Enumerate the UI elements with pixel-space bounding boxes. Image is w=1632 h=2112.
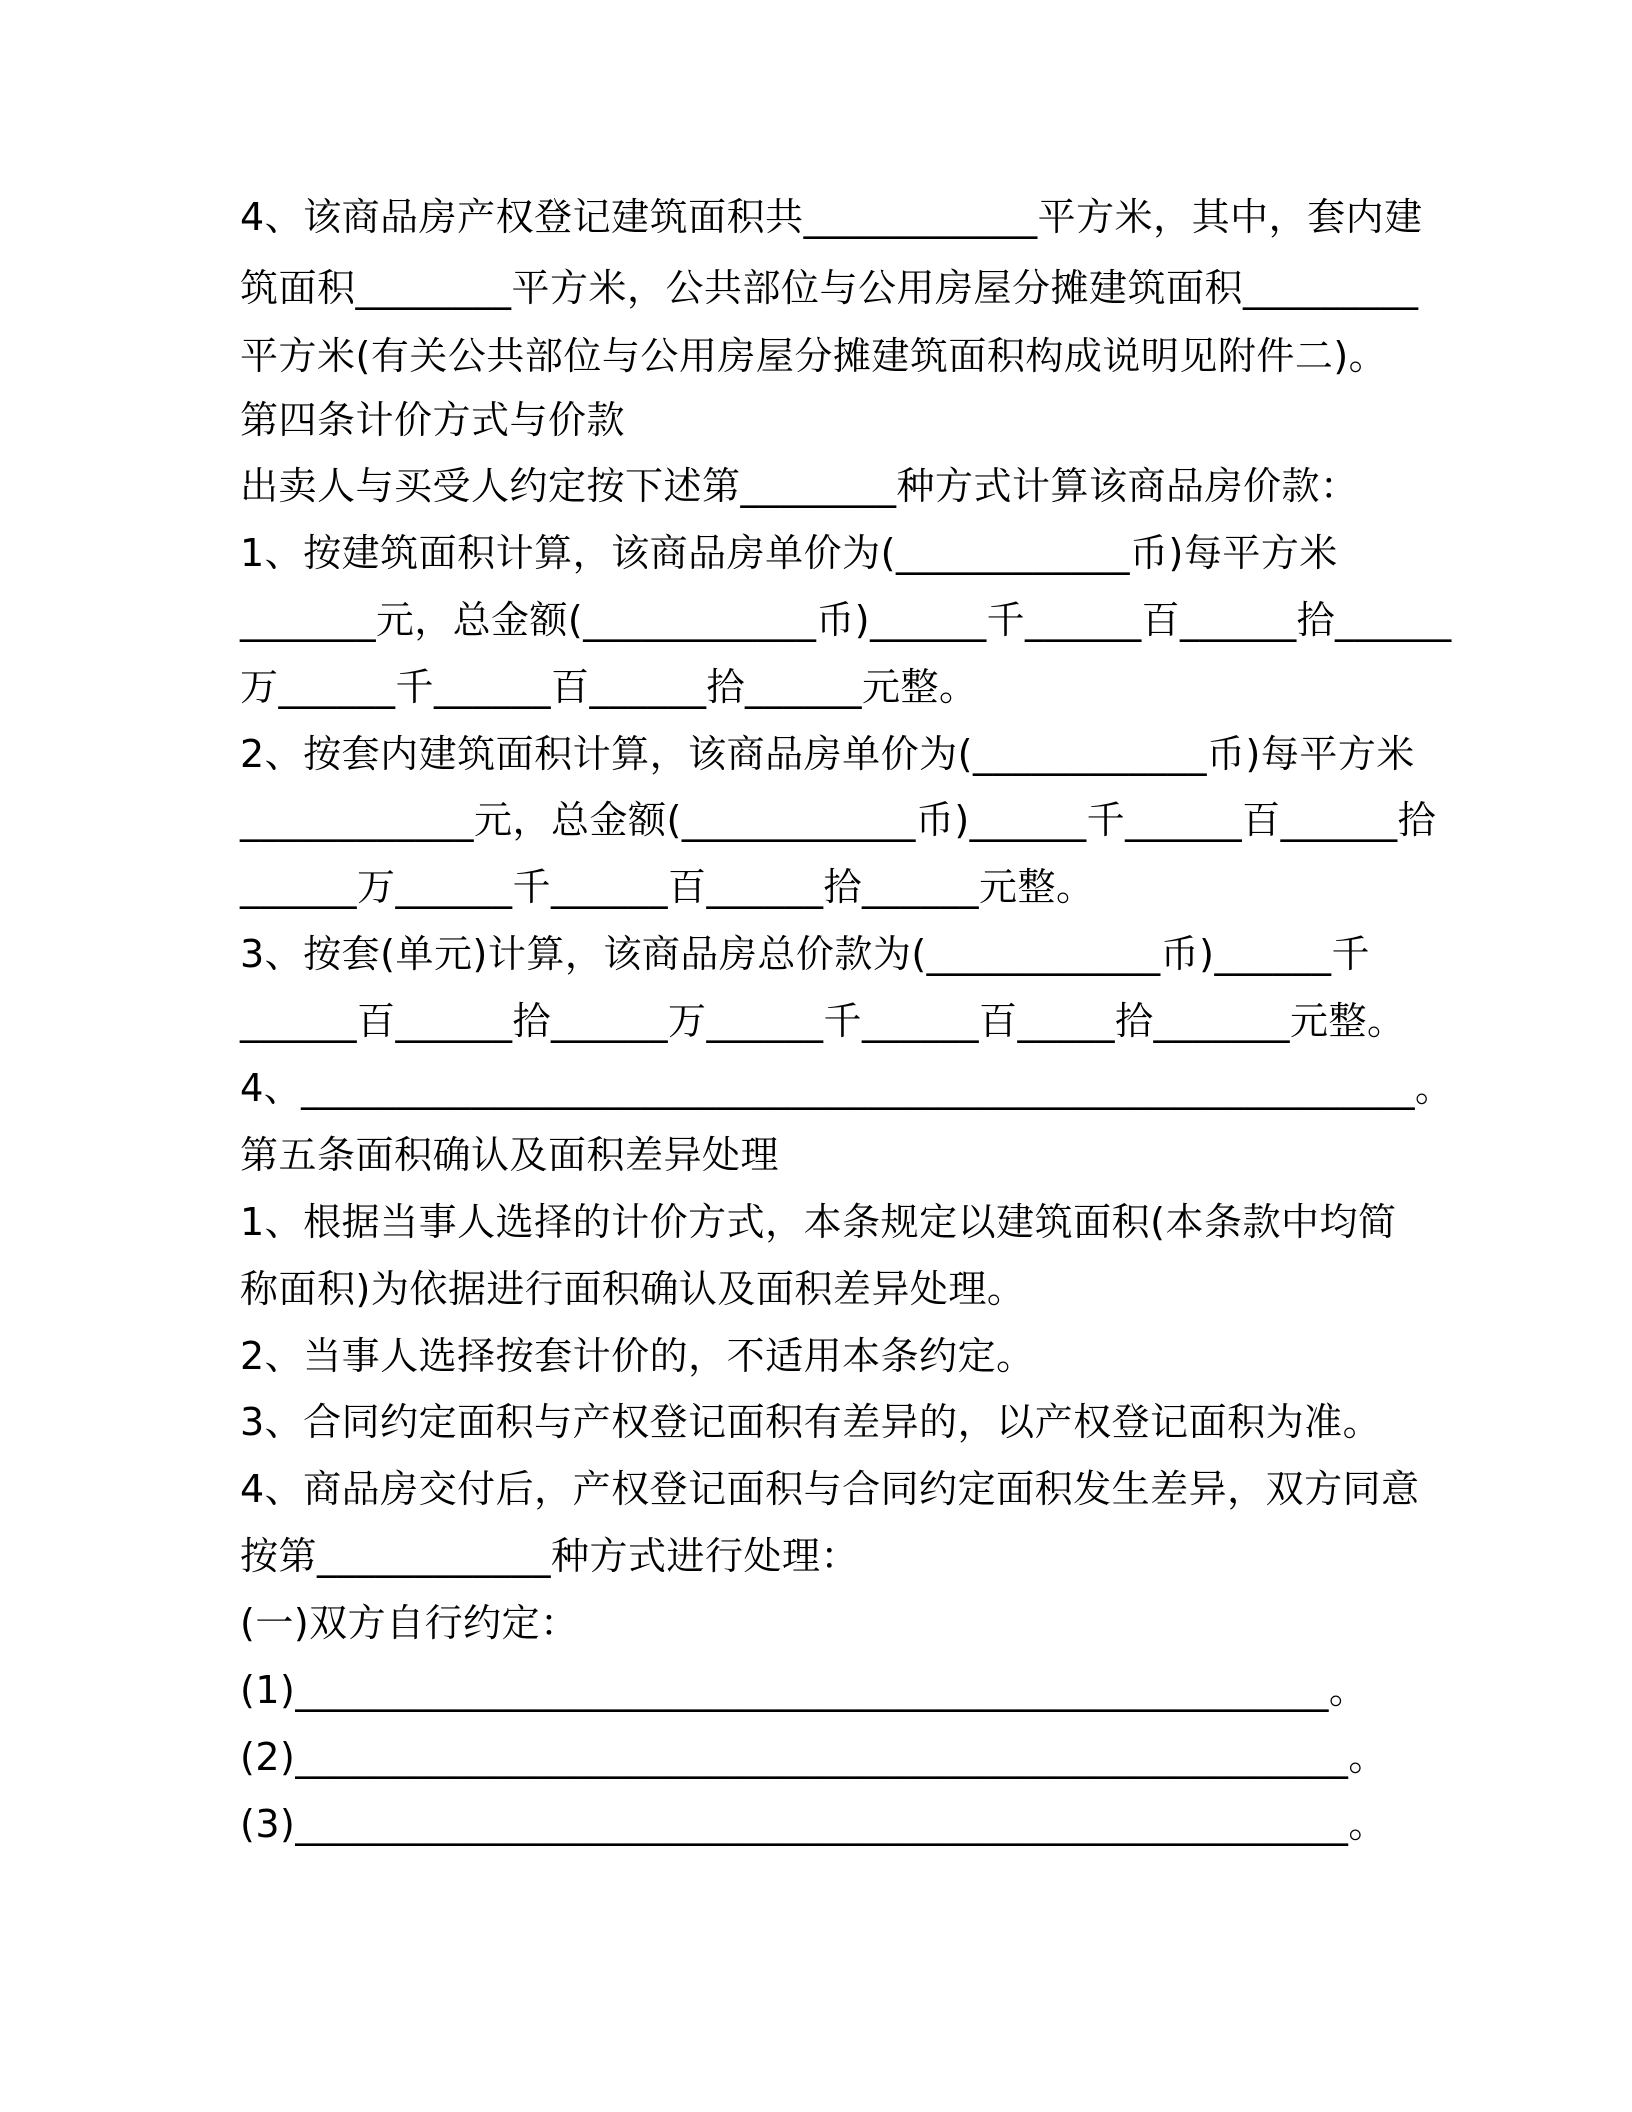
option-1-blank-3: (3)______________________________________________________。 [240, 1802, 1387, 1846]
article-4-item-4: 4、___________________________________________________________。 [240, 1066, 1453, 1110]
option-1-blank-2: (2)______________________________________________________。 [240, 1735, 1387, 1779]
article-5-item-2: 2、当事人选择按套计价的，不适用本条约定。 [240, 1334, 1035, 1378]
article-5-item-3: 3、合同约定面积与产权登记面积有差异的，以产权登记面积为准。 [240, 1400, 1382, 1444]
clause-3-item-4-line-1: 4、该商品房产权登记建筑面积共____________平方米，其中，套内建 [240, 195, 1423, 239]
article-4-item-2-line-2: ____________元，总金额(____________币)______千______百______拾 [240, 798, 1437, 842]
section-heading-article-4: 第四条计价方式与价款 [240, 398, 626, 442]
option-1-heading: (一)双方自行约定： [240, 1601, 579, 1645]
article-5-item-1-line-1: 1、根据当事人选择的计价方式，本条规定以建筑面积(本条款中均简 [240, 1200, 1397, 1244]
article-4-item-2-line-1: 2、按套内建筑面积计算，该商品房单价为(____________币)每平方米 [240, 732, 1415, 776]
article-4-item-2-line-3: ______万______千______百______拾______元整。 [240, 865, 1095, 909]
clause-3-item-4-line-2: 筑面积________平方米，公共部位与公用房屋分摊建筑面积_________ [240, 266, 1419, 310]
option-1-blank-1: (1)_____________________________________________________。 [240, 1668, 1368, 1712]
article-4-intro: 出卖人与买受人约定按下述第________种方式计算该商品房价款： [240, 464, 1359, 508]
section-heading-article-5: 第五条面积确认及面积差异处理 [240, 1133, 780, 1177]
article-5-item-4-line-2: 按第____________种方式进行处理： [240, 1534, 860, 1578]
article-4-item-1-line-3: 万______千______百______拾______元整。 [240, 665, 978, 709]
article-4-item-3-line-1: 3、按套(单元)计算，该商品房总价款为(____________币)______千 [240, 932, 1370, 976]
clause-3-item-4-line-3: 平方米(有关公共部位与公用房屋分摊建筑面积构成说明见附件二)。 [240, 334, 1388, 378]
article-5-item-4-line-1: 4、商品房交付后，产权登记面积与合同约定面积发生差异，双方同意 [240, 1467, 1420, 1511]
article-4-item-1-line-2: _______元，总金额(____________币)______千______百______拾______ [240, 598, 1452, 642]
article-5-item-1-line-2: 称面积)为依据进行面积确认及面积差异处理。 [240, 1267, 1026, 1311]
article-4-item-3-line-2: ______百______拾______万______千______百_____拾_______元整。 [240, 999, 1406, 1043]
article-4-item-1-line-1: 1、按建筑面积计算，该商品房单价为(____________币)每平方米 [240, 531, 1338, 575]
